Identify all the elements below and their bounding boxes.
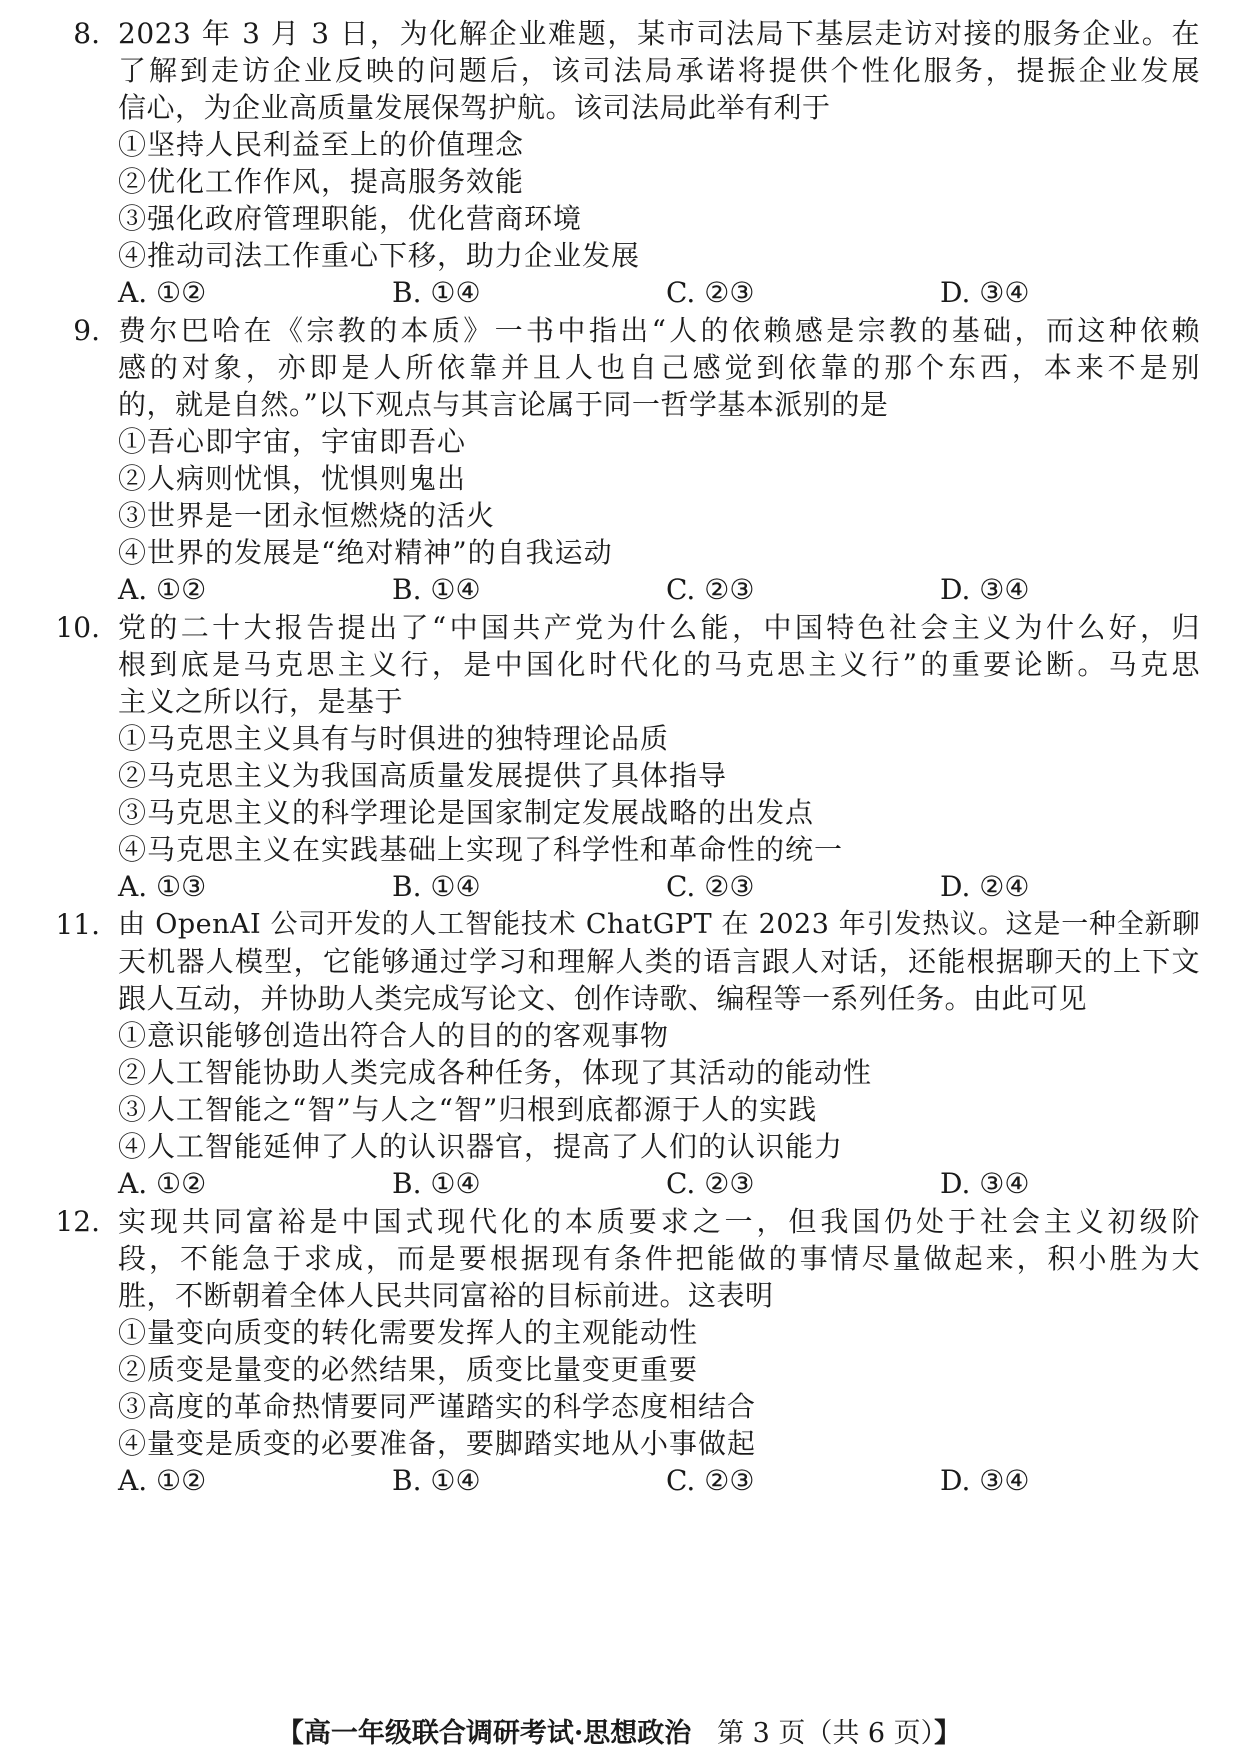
statement-option-2: ②质变是量变的必然结果，质变比量变更重要 <box>118 1353 699 1386</box>
answer-choice-a: A. ①② <box>118 1464 207 1497</box>
footer-exam-name: 高一年级联合调研考试 <box>303 1718 574 1749</box>
statement-option-3: ③马克思主义的科学理论是国家制定发展战略的出发点 <box>118 796 815 829</box>
answer-choice-d: D. ③④ <box>940 1167 1030 1200</box>
footer-subject: 思想政治 <box>583 1718 692 1749</box>
answer-choice-a: A. ①② <box>118 276 207 309</box>
answer-choices <box>118 273 1200 313</box>
question-stem-line: 感的对象，亦即是人所依靠并且人也自己感觉到依靠的那个东西，本来不是别 <box>118 351 1200 384</box>
answer-choice-c: C. ②③ <box>666 276 755 309</box>
statement-option-1: ①吾心即宇宙，宇宙即吾心 <box>118 425 467 458</box>
answer-choices <box>118 570 1200 610</box>
statement-option-2: ②马克思主义为我国高质量发展提供了具体指导 <box>118 759 728 792</box>
statement-option-2: ②人工智能协助人类完成各种任务，体现了其活动的能动性 <box>118 1056 873 1089</box>
question-number: 10. <box>55 611 100 644</box>
answer-choice-d: D. ②④ <box>940 870 1030 903</box>
statement-option-3: ③世界是一团永恒燃烧的活火 <box>118 499 496 532</box>
answer-choice-b: B. ①④ <box>392 1464 481 1497</box>
answer-choice-c: C. ②③ <box>666 1464 755 1497</box>
answer-choice-b: B. ①④ <box>392 870 481 903</box>
statement-option-1: ①坚持人民利益至上的价值理念 <box>118 128 525 161</box>
statement-option-3: ③高度的革命热情要同严谨踏实的科学态度相结合 <box>118 1390 757 1423</box>
statement-option-3: ③强化政府管理职能，优化营商环境 <box>118 202 583 235</box>
answer-choice-a: A. ①③ <box>118 870 207 903</box>
statement-option-4: ④马克思主义在实践基础上实现了科学性和革命性的统一 <box>118 833 844 866</box>
question-number: 8. <box>73 17 100 50</box>
answer-choice-b: B. ①④ <box>392 573 481 606</box>
footer-separator: · <box>573 1718 584 1749</box>
page-footer <box>0 1714 1238 1754</box>
question-stem-line: 天机器人模型，它能够通过学习和理解人类的语言跟人对话，还能根据聊天的上下文 <box>118 945 1200 978</box>
question-stem-line: 胜，不断朝着全体人民共同富裕的目标前进。这表明 <box>118 1279 774 1312</box>
question-stem-line: 跟人互动，并协助人类完成写论文、创作诗歌、编程等一系列任务。由此可见 <box>118 982 1088 1015</box>
statement-option-3: ③人工智能之“智”与人之“智”归根到底都源于人的实践 <box>118 1093 818 1126</box>
question-stem-line: 了解到走访企业反映的问题后，该司法局承诺将提供个性化服务，提振企业发展 <box>118 54 1200 87</box>
statement-option-1: ①马克思主义具有与时俱进的独特理论品质 <box>118 722 670 755</box>
statement-option-4: ④世界的发展是“绝对精神”的自我运动 <box>118 536 613 569</box>
statement-option-4: ④推动司法工作重心下移，助力企业发展 <box>118 239 641 272</box>
statement-option-1: ①意识能够创造出符合人的目的的客观事物 <box>118 1019 670 1052</box>
answer-choice-d: D. ③④ <box>940 573 1030 606</box>
question-stem-line: 费尔巴哈在《宗教的本质》一书中指出“人的依赖感是宗教的基础，而这种依赖 <box>118 314 1200 347</box>
answer-choice-c: C. ②③ <box>666 573 755 606</box>
statement-option-2: ②优化工作作风，提高服务效能 <box>118 165 525 198</box>
answer-choice-d: D. ③④ <box>940 1464 1030 1497</box>
question-number: 11. <box>55 908 100 941</box>
question-stem-line: 根到底是马克思主义行，是中国化时代化的马克思主义行”的重要论断。马克思 <box>118 648 1200 681</box>
answer-choice-b: B. ①④ <box>392 1167 481 1200</box>
answer-choice-a: A. ①② <box>118 573 207 606</box>
question-number: 12. <box>55 1205 100 1238</box>
answer-choice-d: D. ③④ <box>940 276 1030 309</box>
question-stem-line: 信心，为企业高质量发展保驾护航。该司法局此举有利于 <box>118 91 831 124</box>
footer-open-bracket: 【 <box>276 1718 304 1749</box>
answer-choice-c: C. ②③ <box>666 870 755 903</box>
statement-option-1: ①量变向质变的转化需要发挥人的主观能动性 <box>118 1316 699 1349</box>
answer-choices <box>118 1461 1200 1501</box>
question-number: 9. <box>73 314 100 347</box>
question-stem-line: 由 OpenAI 公司开发的人工智能技术 ChatGPT 在 2023 年引发热议。这是一种全新聊 <box>118 909 1200 940</box>
footer-close-bracket: 】 <box>934 1718 962 1749</box>
answer-choice-a: A. ①② <box>118 1167 207 1200</box>
statement-option-4: ④人工智能延伸了人的认识器官，提高了人们的认识能力 <box>118 1130 844 1163</box>
answer-choice-b: B. ①④ <box>392 276 481 309</box>
question-stem-line: 2023 年 3 月 3 日，为化解企业难题，某市司法局下基层走访对接的服务企业。在 <box>118 17 1200 50</box>
question-stem-line: 主义之所以行，是基于 <box>118 685 404 718</box>
footer-page-info: 第 3 页（共 6 页） <box>716 1718 935 1749</box>
statement-option-4: ④量变是质变的必要准备，要脚踏实地从小事做起 <box>118 1427 757 1460</box>
question-stem-line: 段，不能急于求成，而是要根据现有条件把能做的事情尽量做起来，积小胜为大 <box>118 1242 1200 1275</box>
answer-choices <box>118 867 1200 907</box>
question-stem-line: 党的二十大报告提出了“中国共产党为什么能，中国特色社会主义为什么好，归 <box>118 611 1200 644</box>
answer-choices <box>118 1164 1200 1204</box>
statement-option-2: ②人病则忧惧，忧惧则鬼出 <box>118 462 467 495</box>
question-stem-line: 实现共同富裕是中国式现代化的本质要求之一，但我国仍处于社会主义初级阶 <box>118 1205 1200 1238</box>
question-stem-line: 的，就是自然。”以下观点与其言论属于同一哲学基本派别的是 <box>118 388 889 421</box>
answer-choice-c: C. ②③ <box>666 1167 755 1200</box>
